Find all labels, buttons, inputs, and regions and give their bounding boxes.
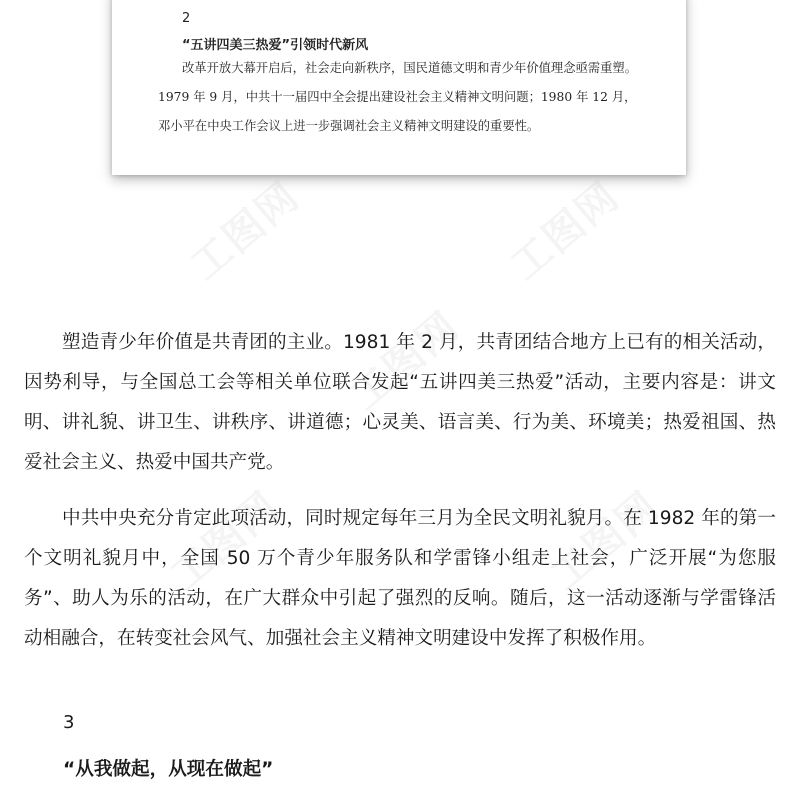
card-section-heading: “五讲四美三热爱”引领时代新风 (182, 38, 369, 53)
watermark: 工图网 (182, 173, 309, 290)
card-paragraph: 改革开放大幕开启后，社会走向新秩序，国民道德文明和青少年价值理念亟需重塑。1979 年 9 月，中共十一届四中全会提出建设社会主义精神文明问题；1980 年 12 月，邓小平在中央工作会议上进一步强调社会主义精神文明建设的重要性。 (158, 61, 637, 133)
card-section-number: 2 (182, 11, 191, 26)
body-paragraph-1: 塑造青少年价值是共青团的主业。1981 年 2 月，共青团结合地方上已有的相关活动，因势利导，与全国总工会等相关单位联合发起“五讲四美三热爱”活动，主要内容是：讲文明、讲礼貌、讲卫生、讲秩序、讲道德；心灵美、语言美、行为美、环境美；热爱祖国、热爱社会主义、热爱中国共产党。 (24, 332, 776, 473)
inset-page-card (112, 0, 686, 175)
watermark: 工图网 (162, 483, 289, 600)
watermark: 工图网 (502, 173, 629, 290)
section-number: 3 (63, 712, 75, 733)
section-heading: “从我做起，从现在做起” (63, 759, 274, 780)
body-paragraph-2: 中共中央充分肯定此项活动，同时规定每年三月为全民文明礼貌月。在 1982 年的第一个文明礼貌月中，全国 50 万个青少年服务队和学雷锋小组走上社会，广泛开展“为您服务”、助人为乐的活动，在广大群众中引起了强烈的反响。随后，这一活动逐渐与学雷锋活动相融合，在转变社会风气、加强社会主义精神文明建设中发挥了积极作用。 (24, 508, 776, 649)
watermark: 工图网 (342, 303, 469, 420)
watermark: 工图网 (542, 483, 669, 600)
